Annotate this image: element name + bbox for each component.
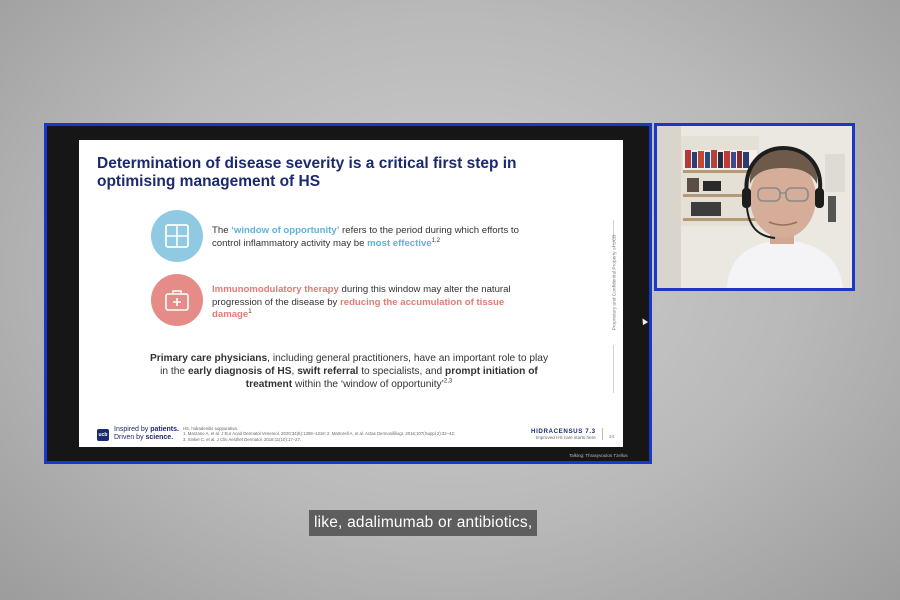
webcam-feed bbox=[654, 123, 855, 291]
hidracensus-brand: HIDRACENSUS 7.3 Improved HS care starts here bbox=[531, 428, 596, 440]
confidentiality-notice: Proprietary and Confidential Property of UCB bbox=[612, 234, 618, 331]
side-divider-bottom bbox=[613, 345, 614, 393]
live-caption: like, adalimumab or antibiotics, bbox=[309, 510, 537, 536]
window-icon-circle bbox=[151, 210, 203, 262]
ucb-logo: ucb bbox=[97, 429, 109, 441]
point-immunomodulatory-therapy: Immunomodulatory therapy during this window may alter the natural progression of the disease by reducing the accumulation of tissue damage$^1$ bbox=[212, 284, 511, 320]
presentation-slide bbox=[79, 140, 623, 447]
company-tagline: Inspired by patients. Driven by science. bbox=[114, 426, 179, 441]
slide-title: Determination of disease severity is a critical first step in optimising management of HS bbox=[97, 155, 517, 190]
medical-kit-icon bbox=[163, 287, 191, 313]
point-window-of-opportunity: The ‘window of opportunity’ refers to the period during which efforts to control inflammatory activity may be most effective$^{1,2}$ bbox=[212, 225, 519, 249]
bookshelf-books bbox=[685, 150, 749, 168]
mouse-cursor-icon bbox=[640, 317, 648, 325]
summary-statement: Primary care physicians, including general practitioners, have an important role to play in the early diagnosis of HS, swift referral to specialists, and prompt initiation of treatment within the ‘window of opportunity’$^{2,3}$ bbox=[149, 353, 549, 390]
speaker-video-frame bbox=[657, 126, 852, 288]
active-speaker-label: Talking: Thrasyvoulos Tzellos bbox=[569, 453, 628, 458]
page-separator bbox=[602, 428, 603, 440]
references: HS, hidradenitis suppurativa. 1. Marzano A, et al. J Eur Acad Dermatol Venereol. 2020;34(6):1308–1318; 2. Martorell A, et al. Actas Dermosifiliogr. 2016;107(Suppl 2):32–42; 3. Sinkel C, et al. J Clin Aesthet Dermatol. 2018;11(10):17–27. bbox=[183, 426, 456, 442]
slide-page-number: 24 bbox=[609, 434, 615, 439]
window-icon bbox=[164, 223, 190, 249]
shared-screen bbox=[44, 123, 652, 464]
medical-kit-icon-circle bbox=[151, 274, 203, 326]
